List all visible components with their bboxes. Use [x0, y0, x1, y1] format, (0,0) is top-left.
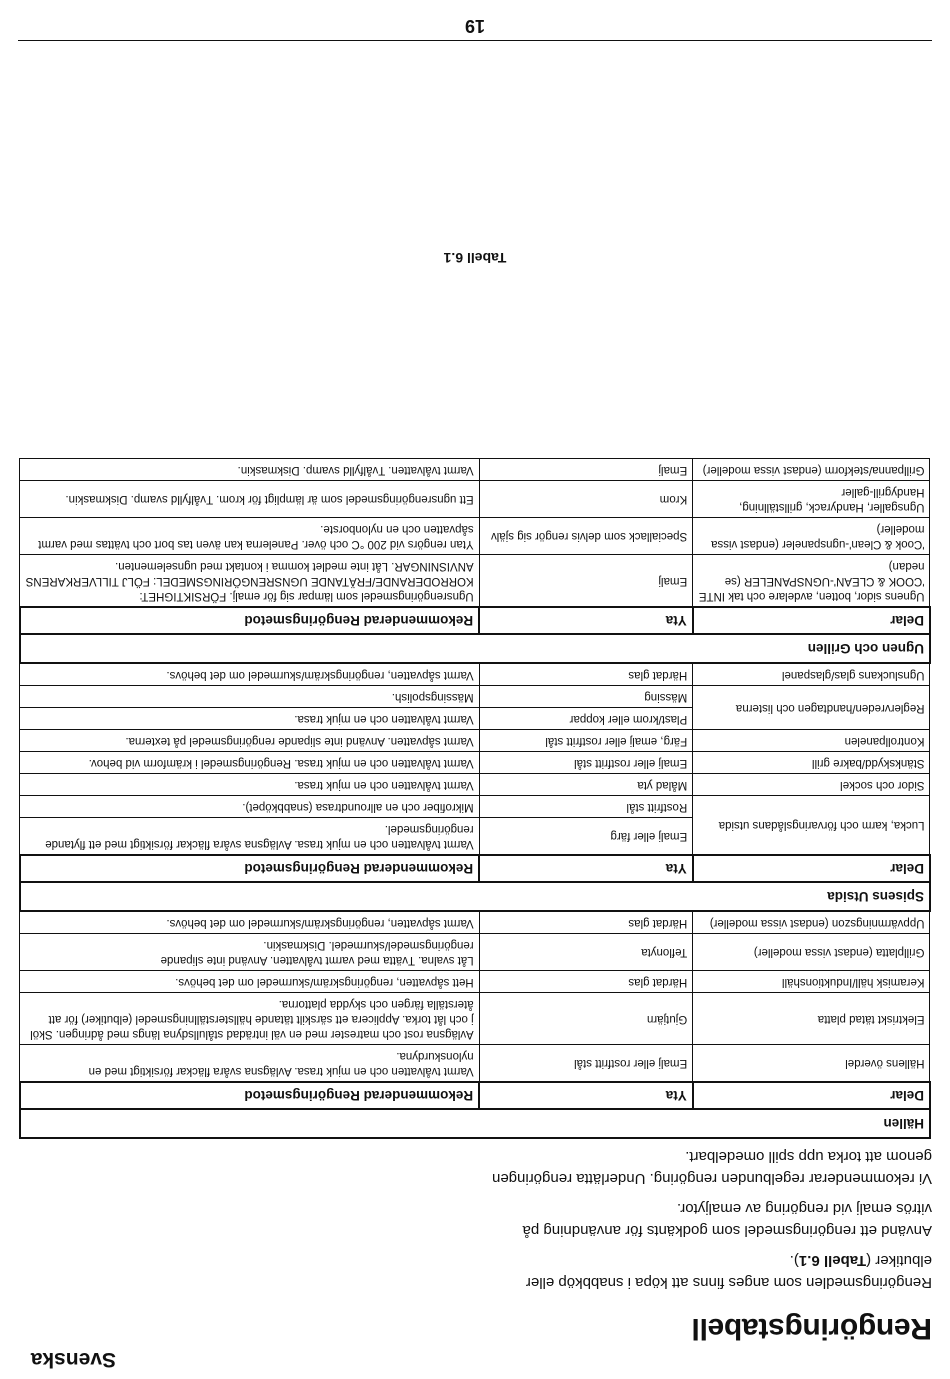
method-cell: Låt svalna. Tvätta med varmt tvålvatten. Använd inte slipande rengöringsmedel/skurmedel. Diskmaskin. — [20, 934, 479, 971]
method-cell: Varmt tvålvatten. Tvålfylld svamp. Diskmaskin. — [20, 459, 479, 481]
table-row — [20, 971, 930, 993]
part-cell: Uppvärmningszon (endast vissa modeller) — [693, 911, 930, 934]
part-cell: Keramisk häll/Induktionshäll — [693, 971, 930, 993]
part-cell: Hällens överdel — [693, 1045, 930, 1083]
table-row — [20, 818, 930, 856]
table-row — [20, 774, 930, 796]
method-cell: Hett såpvatten, rengöringskräm/skurmedel om det behövs. — [20, 971, 479, 993]
section-title-row — [20, 882, 930, 911]
section-title: Spisens Utsida — [20, 882, 930, 911]
surface-cell: Emalj eller rostfritt stål — [479, 1045, 693, 1083]
surface-cell: Krom — [479, 481, 693, 518]
intro-paragraph-3: Vi rekommenderar regelbunden rengöring. Underlätta rengöringen genom att torka upp spill omedelbart. — [492, 1148, 932, 1187]
method-cell: Varmt tvålvatten och en mjuk trasa. Rengöringsmedel i krämform vid behov. — [20, 752, 479, 774]
column-header: Delar — [693, 1082, 930, 1109]
column-header: Yta — [479, 855, 693, 882]
method-cell: Ytan rengörs vid 200 °C och över. Panelerna kan även tas bort och tvättas med varmt såpvatten och en nylonborste. — [20, 518, 479, 555]
page-title: Rengöringstabell — [691, 1312, 932, 1345]
method-cell: Varmt såpvatten, rengöringskräm/skurmedel om det behövs. — [20, 911, 479, 934]
intro-paragraph-1: Rengöringsmedlen som anges finns att köpa i snabbköp eller elbutiker (Tabell 6.1). — [525, 1252, 932, 1291]
surface-cell: Färg, emalj eller rostfritt stål — [479, 730, 693, 752]
surface-cell: Plast/krom eller koppar — [479, 708, 693, 730]
table-row — [20, 518, 930, 555]
table-row — [20, 752, 930, 774]
section-title-row — [20, 634, 930, 663]
part-cell: Sidor och sockel — [693, 774, 930, 796]
table-row — [20, 708, 930, 730]
section-title-row — [20, 1109, 930, 1138]
column-header: Delar — [693, 607, 930, 634]
part-cell: Grillpanna/stekform (endast vissa modeller) — [693, 459, 930, 481]
table-row — [20, 1045, 930, 1083]
part-cell: Ugnsgaller, Handyrack, grillställning, Handygrill-galler — [693, 481, 930, 518]
method-cell: Varmt såpvatten, rengöringskräm/skurmedel om det behövs. — [20, 663, 479, 686]
method-cell: Avlägsna rost och matrester med en väl inträdad stålullsdyna längs med ådringen. Sköl j och låt torka. Applicera ett särskilt tätande hällsterställningsmedel (elbutiker) för att återställa färgen och skydda plattorna. — [20, 993, 479, 1045]
header-row — [20, 855, 930, 882]
language-label: Svenska — [30, 1348, 116, 1371]
surface-cell: Rostfritt stål — [479, 796, 693, 818]
table-row — [20, 459, 930, 481]
part-cell: Kontrollpanelen — [693, 730, 930, 752]
column-header: Yta — [479, 1082, 693, 1109]
method-cell: Mässingspolish. — [20, 686, 479, 708]
surface-cell: Härdat glas — [479, 971, 693, 993]
surface-cell: Emalj eller rostfritt stål — [479, 752, 693, 774]
page-number: 19 — [464, 16, 486, 36]
intro-text — [492, 1137, 932, 1293]
method-cell: Varmt tvålvatten och en mjuk trasa. Avlägsna svåra fläckar försiktigt med ett flytande rengöringsmedel. — [20, 818, 479, 856]
part-cell: Stänkskydd/bakre grill — [693, 752, 930, 774]
surface-cell: Emalj — [479, 555, 693, 608]
table-row — [20, 555, 930, 608]
surface-cell: Härdat glas — [479, 663, 693, 686]
intro-paragraph-2: Använd ett rengöringsmedel som godkänts för användning på vitrös emalj vid rengöring av emaljytor. — [522, 1200, 932, 1239]
column-header: Rekommenderad Rengöringsmetod — [20, 607, 479, 634]
column-header: Delar — [693, 855, 930, 882]
part-cell: Lucka, karm och förvaringslådans utsida — [693, 796, 930, 856]
surface-cell: Gjutjärn — [479, 993, 693, 1045]
table-row — [20, 911, 930, 934]
table-reference: Tabell 6.1 — [798, 1252, 867, 1269]
surface-cell: Speciallack som delvis rengör sig själv — [479, 518, 693, 555]
table-row — [20, 993, 930, 1045]
table-row — [20, 934, 930, 971]
column-header: Rekommenderad Rengöringsmetod — [20, 1082, 479, 1109]
table-row — [20, 730, 930, 752]
method-cell: Ett ugnsrengöringsmedel som är lämpligt för krom. Tvålfylld svamp. Diskmaskin. — [20, 481, 479, 518]
surface-cell: Emalj — [479, 459, 693, 481]
method-cell: Varmt tvålvatten och en mjuk trasa. Avlägsna svåra fläckar försiktigt med en nylonskurdyna. — [20, 1045, 479, 1083]
header-row — [20, 1082, 930, 1109]
part-cell: Ugnsluckans glas/glaspanel — [693, 663, 930, 686]
surface-cell: Emalj eller färg — [479, 818, 693, 856]
table-row — [20, 663, 930, 686]
part-cell: Reglervreden/handtagen och listerna — [693, 686, 930, 730]
part-cell: 'Cook & Clean'-ugnspaneler (endast vissa modeller) — [693, 518, 930, 555]
section-title: Ugnen och Grillen — [20, 634, 930, 663]
surface-cell: Målad yta — [479, 774, 693, 796]
part-cell: Ugnens sidor, botten, avdelare och tak INTE 'COOK & CLEAN'-UGNSPANELER (se nedan) — [693, 555, 930, 608]
surface-cell: Teflonyta — [479, 934, 693, 971]
footer-rule — [18, 40, 932, 41]
surface-cell: Härdat glas — [479, 911, 693, 934]
table-row — [20, 481, 930, 518]
column-header: Yta — [479, 607, 693, 634]
method-cell: Varmt såpvatten. Använd inte slipande rengöringsmedel på texterna. — [20, 730, 479, 752]
table-caption: Tabell 6.1 — [443, 250, 507, 266]
cleaning-table — [19, 458, 931, 1139]
method-cell: Ugnsrengöringsmedel som lämpar sig för emalj. FÖRSIKTIGHET: KORRODERANDE/FRÄTANDE UGNSRENGÖRINGSMEDEL: FÖLJ TILLVERKARENS ANVISNINGAR. Låt inte medlet komma i kontakt med ugnselementen. — [20, 555, 479, 608]
method-cell: Mikrofiber och en allroundtrasa (snabbköpet). — [20, 796, 479, 818]
method-cell: Varmt tvålvatten och en mjuk trasa. — [20, 708, 479, 730]
surface-cell: Mässing — [479, 686, 693, 708]
part-cell: Grillplatta (endast vissa modeller) — [693, 934, 930, 971]
method-cell: Varmt tvålvatten och en mjuk trasa. — [20, 774, 479, 796]
part-cell: Elektriskt tätad platta — [693, 993, 930, 1045]
column-header: Rekommenderad Rengöringsmetod — [20, 855, 479, 882]
header-row — [20, 607, 930, 634]
section-title: Hällen — [20, 1109, 930, 1138]
